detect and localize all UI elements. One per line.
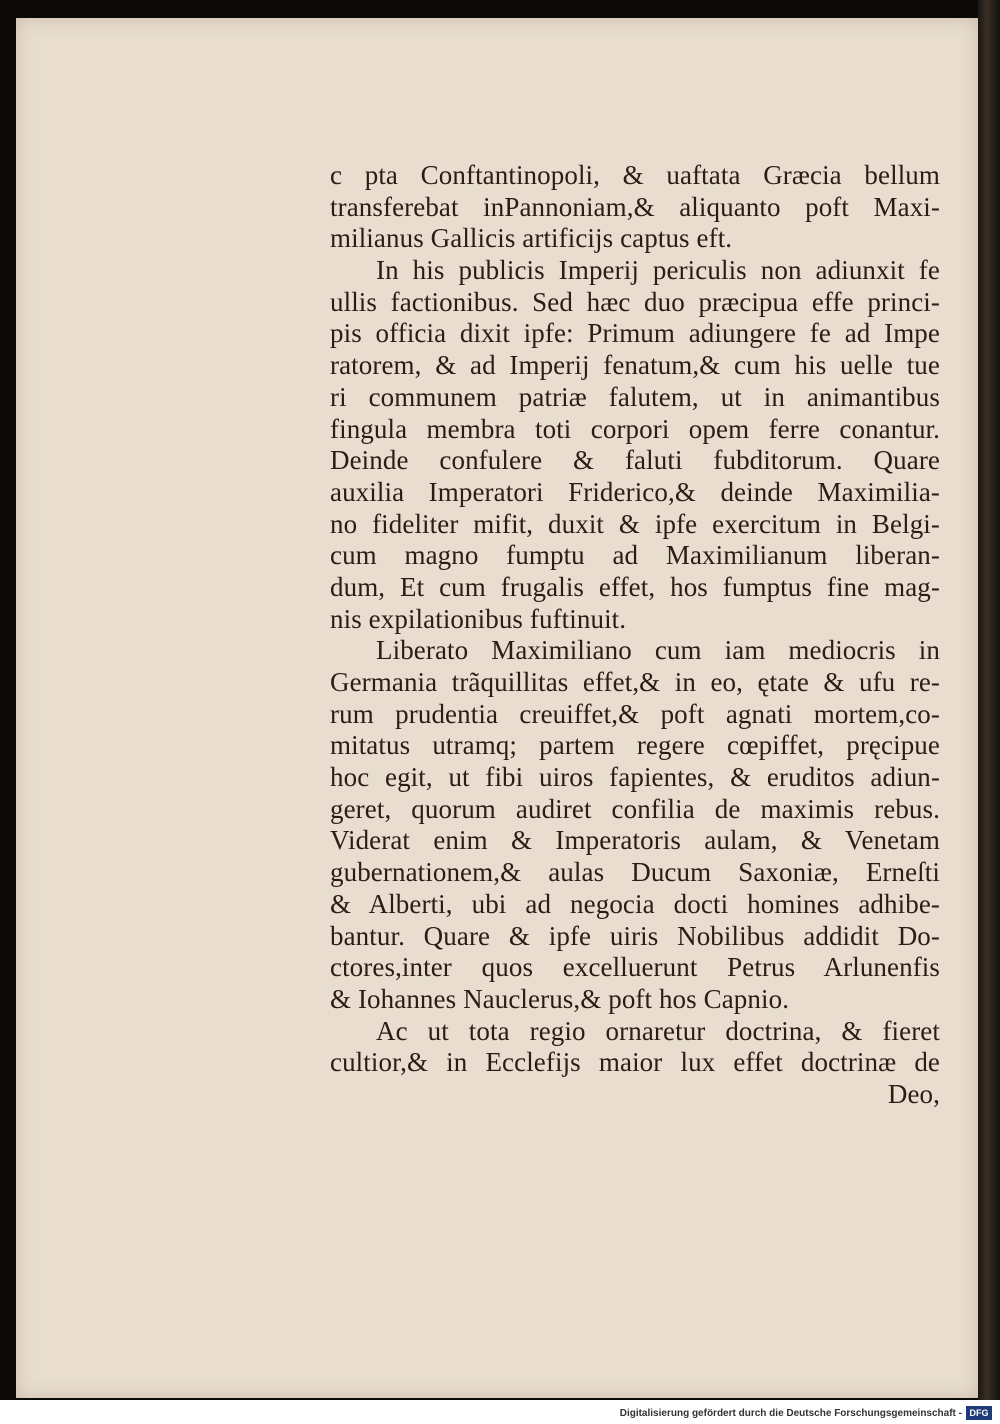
text-line: mitatus utramq; partem regere cœpiffet, pręcipue	[330, 730, 940, 761]
text-line: Germania trãquillitas effet,& in eo, ętate & ufu re-	[330, 667, 940, 697]
text-line: no fideliter mifit, duxit & ipfe exercitum in Belgi-	[330, 508, 940, 539]
text-line: ratorem, & ad Imperij fenatum,& cum his uelle tue	[330, 350, 940, 381]
page-text	[330, 160, 940, 1111]
text-line: & Alberti, ubi ad negocia docti homines adhibe-	[330, 888, 940, 919]
catchword: Deo,	[887, 1078, 940, 1109]
text-line: & Iohannes Nauclerus,& poft hos Capnio.	[330, 983, 790, 1014]
text-line: Liberato Maximiliano cum iam mediocris in	[376, 635, 940, 666]
text-line: Ac ut tota regio ornaretur doctrina, & fieret	[376, 1015, 940, 1046]
text-line: nis expilationibus fuftinuit.	[330, 603, 627, 634]
text-line: Viderat enim & Imperatoris aulam, & Venetam	[330, 825, 940, 856]
text-line: gubernationem,& aulas Ducum Saxoniæ, Erneſti	[330, 857, 940, 888]
text-line: rum prudentia creuiffet,& poft agnati mortem,co-	[330, 698, 940, 729]
text-line: hoc egit, ut fibi uiros fapientes, & eruditos adiun-	[330, 762, 940, 793]
digitization-footer	[0, 1400, 1000, 1424]
text-line: dum, Et cum frugalis effet, hos fumptus fine mag-	[330, 571, 940, 602]
text-line: transferebat inPannoniam,& aliquanto poft Maxi-	[330, 191, 940, 222]
book-edge	[978, 0, 1000, 1400]
text-line: ri communem patriæ falutem, ut in animantibus	[330, 381, 940, 412]
text-line: cum magno fumptu ad Maximilianum liberan-	[330, 540, 940, 571]
text-line: In his publicis Imperij periculis non adiunxit fe	[376, 255, 940, 286]
text-line: fingula membra toti corpori opem ferre conantur.	[330, 413, 940, 444]
footer-credit: Digitalisierung gefördert durch die Deutsche Forschungsgemeinschaft -	[619, 1408, 962, 1419]
text-line: ctores,inter quos excelluerunt Petrus Arlunenfis	[330, 952, 940, 983]
text-line: geret, quorum audiret confilia de maximis rebus.	[330, 793, 940, 824]
text-line: cultior,& in Ecclefijs maior lux effet doctrinæ de	[330, 1047, 940, 1078]
text-line: ullis factionibus. Sed hæc duo præcipua effe princi-	[330, 286, 940, 317]
text-line: pis officia dixit ipfe: Primum adiungere fe ad Impe	[330, 318, 940, 349]
text-line: c pta Conftantinopoli, & uaftata Græcia bellum	[330, 160, 940, 190]
text-line: Deinde confulere & faluti fubditorum. Quare	[330, 445, 940, 476]
dfg-logo: DFG	[966, 1406, 992, 1420]
text-line: auxilia Imperatori Friderico,& deinde Maximilia-	[330, 476, 940, 507]
text-line: bantur. Quare & ipfe uiris Nobilibus addidit Do-	[330, 920, 940, 951]
text-line: milianus Gallicis artificijs captus eft.	[330, 223, 733, 254]
